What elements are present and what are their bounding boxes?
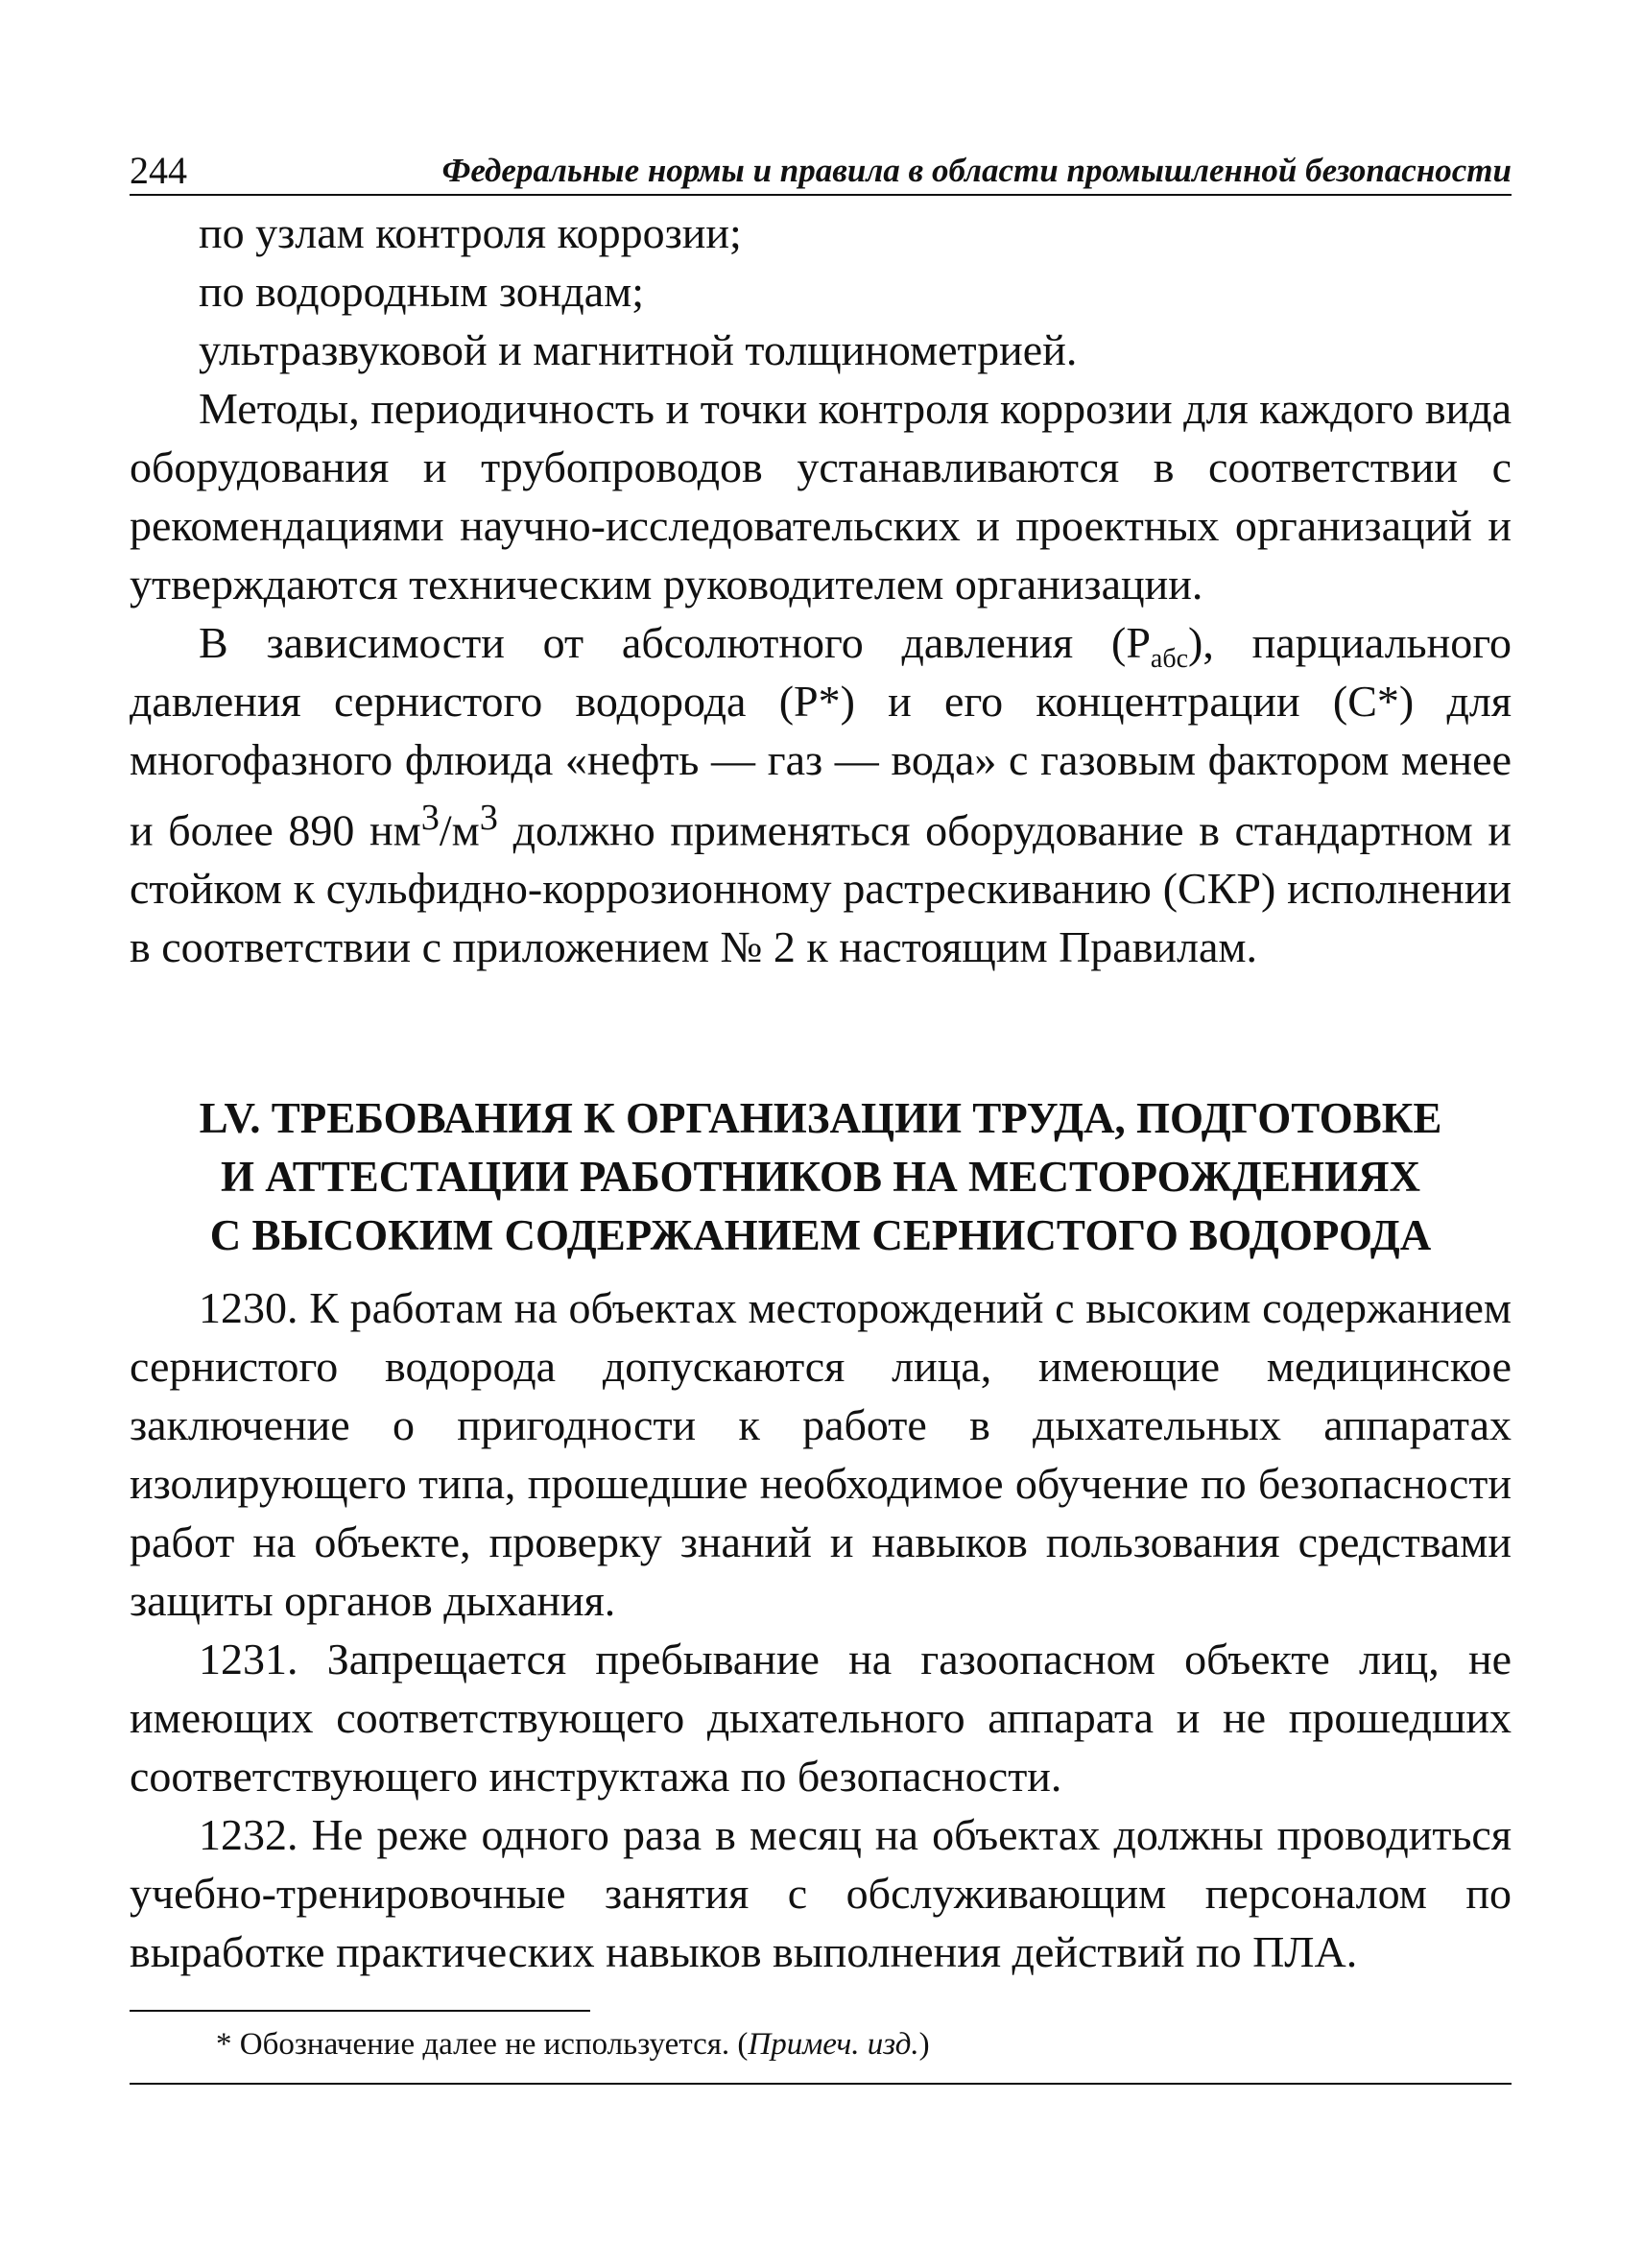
clause-1232: 1232. Не реже одного раза в месяц на объектах должны проводиться учебно-тренировочные занятия с обслуживающим персоналом по выработке практических навыков выполнения действий по ПЛА. [130, 1810, 1512, 1977]
clause-1231: 1231. Запрещается пребывание на газоопасном объекте лиц, не имеющих соответствующего дыхательного аппарата и не прошедших соответствующего инструктажа по безопасности. [130, 1635, 1512, 1802]
section-heading-line: С ВЫСОКИМ СОДЕРЖАНИЕМ СЕРНИСТОГО ВОДОРОДА [209, 1211, 1432, 1260]
pressure-text-2: ), парциального давления сернистого водорода (P*) и его концентрации (C*) для многофазного флюида «нефть — газ — вода» с газовым фактором менее и более 890 нм [130, 618, 1512, 855]
footnote-text: * Обозначение далее не используется. ( [216, 2027, 749, 2063]
page-header [130, 134, 1512, 196]
unit-superscript: 3 [479, 798, 498, 838]
pressure-text-1: В зависимости от абсолютного давления (P [199, 618, 1151, 667]
list-item: по водородным зондам; [199, 267, 645, 316]
running-title: Федеральные нормы и правила в области промышленной безопасности [441, 152, 1512, 189]
unit-superscript: 3 [420, 798, 440, 838]
clause-1230: 1230. К работам на объектах месторождений с высоким содержанием сернистого водорода допускаются лица, имеющие медицинское заключение о пригодности к работе в дыхательных аппаратах изолирующего типа, прошедшие необходимое обучение по безопасности работ на объекте, проверку знаний и навыков пользования средствами защиты органов дыхания. [130, 1283, 1512, 1626]
footnote [130, 2025, 1512, 2064]
paragraph-pressure [130, 613, 1512, 976]
section-heading-line: И АТТЕСТАЦИИ РАБОТНИКОВ НА МЕСТОРОЖДЕНИЯХ [220, 1153, 1421, 1202]
pressure-subscript: абс [1150, 644, 1189, 674]
document-page [130, 134, 1512, 2085]
body-text [130, 203, 1512, 1981]
list-item: по узлам контроля коррозии; [199, 208, 742, 257]
pressure-text-4: должно применяться оборудование в стандартном и стойком к сульфидно-коррозионному растрескиванию (СКР) исполнении в соответствии с приложением № 2 к настоящим Правилам. [130, 805, 1512, 972]
bottom-divider [130, 2083, 1512, 2085]
page-number: 244 [130, 149, 187, 192]
list-item: ультразвуковой и магнитной толщинометрией. [199, 325, 1078, 374]
footnote-note: Примеч. изд. [748, 2027, 919, 2063]
paragraph-methods: Методы, периодичность и точки контроля коррозии для каждого вида оборудования и трубопроводов устанавливаются в соответствии с рекомендациями научно-исследовательских и проектных организаций и утверждаются техническим руководителем организации. [130, 384, 1512, 609]
section-heading-line: LV. ТРЕБОВАНИЯ К ОРГАНИЗАЦИИ ТРУДА, ПОДГОТОВКЕ [199, 1094, 1442, 1143]
section-heading [130, 1089, 1512, 1265]
footnote-divider [130, 2010, 590, 2012]
pressure-text-3: /м [439, 805, 480, 855]
footnote-close: ) [918, 2027, 930, 2063]
